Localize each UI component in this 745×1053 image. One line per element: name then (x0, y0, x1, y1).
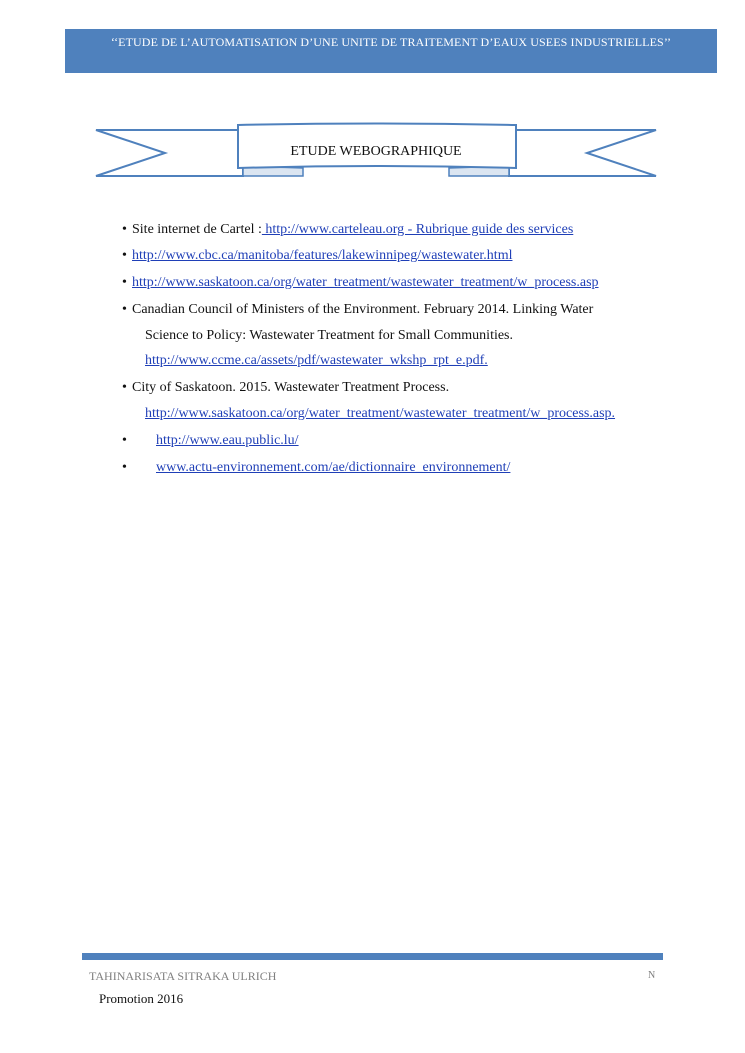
bullet: • (122, 248, 127, 263)
reference-link[interactable]: http://www.saskatoon.ca/org/water_treatment/wastewater_treatment/w_process.asp (132, 275, 599, 290)
reference-text: Canadian Council of Ministers of the Environment. February 2014. Linking Water (132, 302, 594, 317)
reference-link[interactable]: http://www.eau.public.lu/ (156, 433, 299, 448)
reference-text: City of Saskatoon. 2015. Wastewater Treatment Process. (132, 380, 450, 395)
reference-text: Science to Policy: Wastewater Treatment for Small Communities. (145, 328, 514, 343)
page-number: N (648, 970, 656, 981)
bullet: • (122, 222, 127, 237)
list-item (122, 380, 682, 433)
bullet: • (122, 275, 127, 290)
footer-rule (82, 953, 663, 960)
section-title: ETUDE WEBOGRAPHIQUE (290, 144, 462, 159)
list-item (122, 248, 682, 275)
reference-link[interactable]: www.actu-environnement.com/ae/dictionnaire_environnement/ (156, 460, 511, 475)
footer-author: TAHINARISATA SITRAKA ULRICH (89, 969, 277, 983)
bullet: • (122, 380, 127, 395)
references-list (122, 222, 682, 487)
reference-link[interactable]: http://www.saskatoon.ca/org/water_treatment/wastewater_treatment/w_process.asp. (145, 406, 616, 421)
document-header-title: ‘‘ETUDE DE L’AUTOMATISATION D’UNE UNITE DE TRAITEMENT D’EAUX USEES INDUSTRIELLES’’ (110, 35, 672, 49)
reference-link[interactable]: http://www.ccme.ca/assets/pdf/wastewater_wkshp_rpt_e.pdf. (145, 353, 488, 368)
header-band (65, 29, 717, 73)
list-item (122, 222, 682, 248)
list-item (122, 433, 682, 460)
list-item (122, 460, 682, 487)
list-item (122, 275, 682, 302)
bullet: • (122, 302, 127, 317)
list-item (122, 302, 682, 380)
reference-text: Site internet de Cartel : (132, 222, 262, 237)
reference-link[interactable]: http://www.carteleau.org - Rubrique guide des services (261, 222, 574, 237)
bullet: • (122, 460, 127, 475)
reference-link[interactable]: http://www.cbc.ca/manitoba/features/lakewinnipeg/wastewater.html (132, 248, 513, 263)
bullet: • (122, 433, 127, 448)
footer-promotion: Promotion 2016 (99, 991, 184, 1006)
